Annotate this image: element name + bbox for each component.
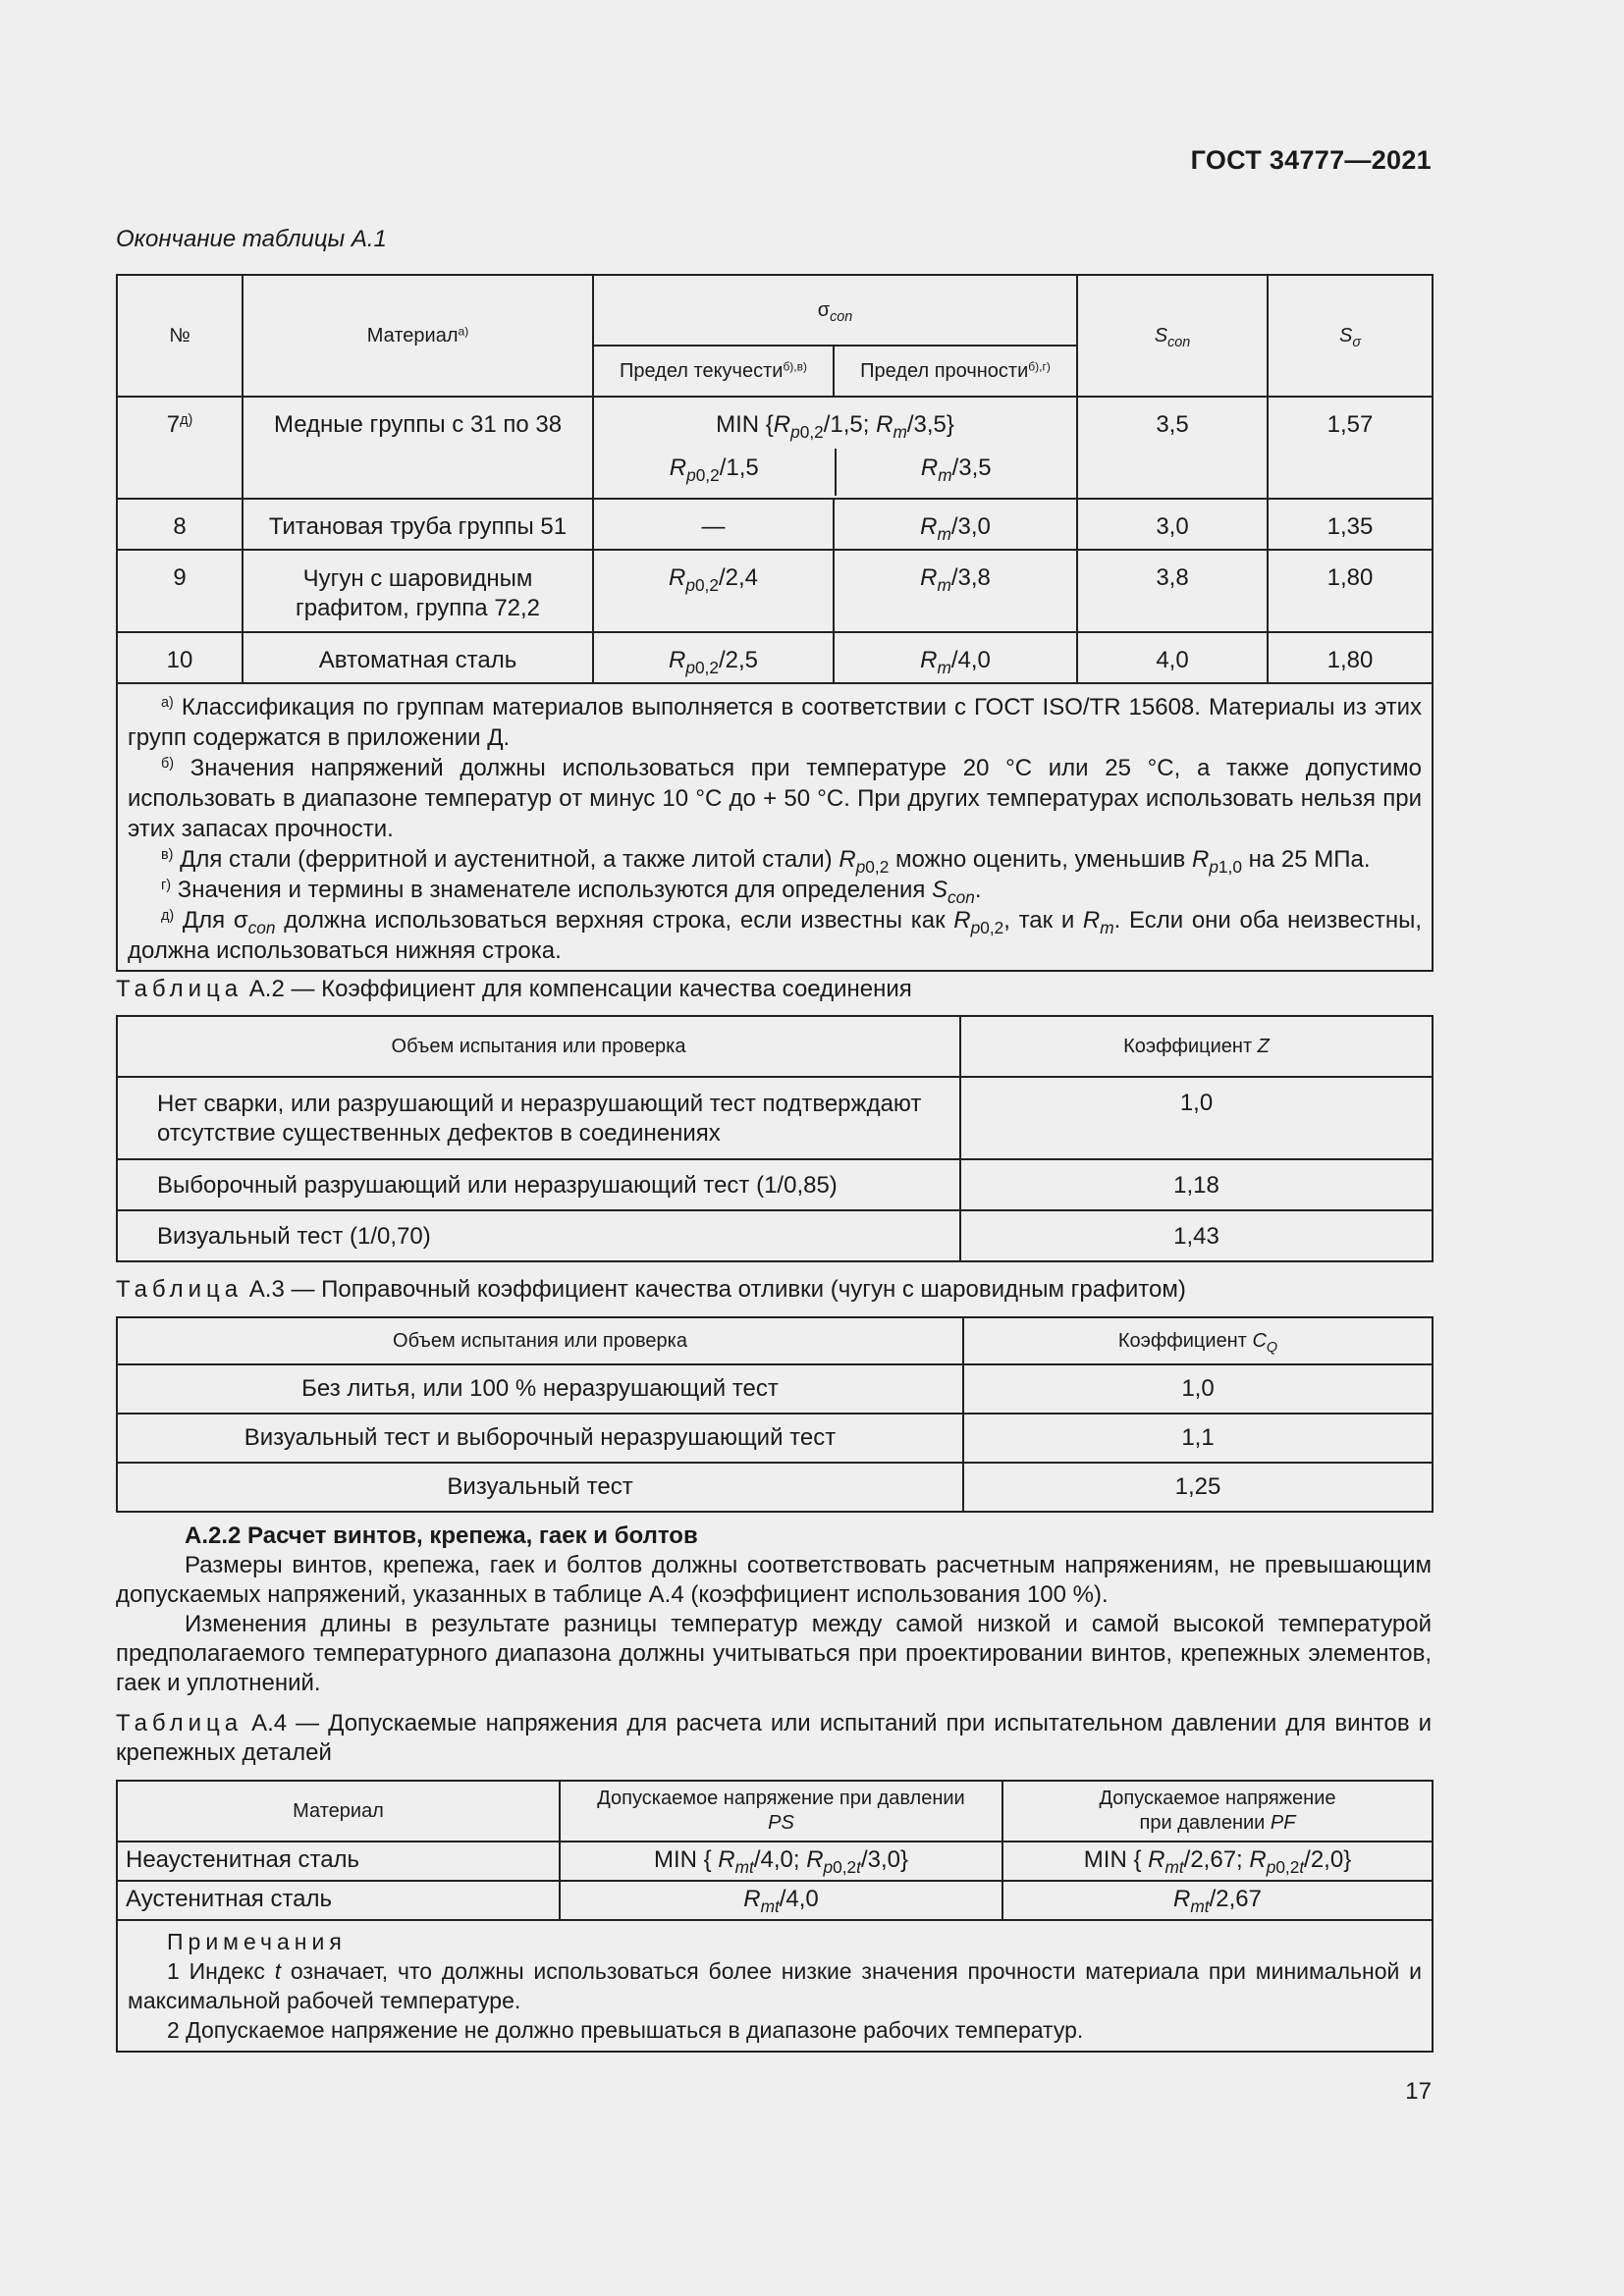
col-scope: Объем испытания или проверка (117, 1317, 963, 1364)
table-row: Неаустенитная сталь MIN { $R_{mt}/4,0$; $R_{p0,2t}/3,0$} MIN { $R_{mt}/2,67$; $R_{p0,2t}/2,0$} (117, 1842, 1433, 1881)
table-row: Нет сварки, или разрушающий и неразрушающий тест подтверждают отсутствие существенных дефектов в соединениях 1,0 (117, 1077, 1433, 1159)
table-row: Визуальный тест (1/0,70) 1,43 (117, 1210, 1433, 1261)
col-sigma-con: $\sigma_{con}$ (593, 275, 1077, 346)
table-a2 (116, 1015, 1434, 1262)
table-row: 10 Автоматная сталь $R_{p0,2}/2,5$ $R_m/4,0$ 4,0 1,80 (117, 632, 1433, 683)
table-row: $7^{д)}$ Медные группы с 31 по 38 MIN {$R_{p0,2}/1,5$; $R_m/3,5$} $R_{p0,2}/1,5$ $R_m/3,5$ 3,5 1,57 (117, 397, 1433, 499)
col-s-con: $S_{con}$ (1077, 275, 1268, 397)
table-a2-caption: Таблица А.2 — Коэффициент для компенсации качества соединения (116, 976, 912, 1002)
stress-formula-cell: MIN {$R_{p0,2}/1,5$; $R_m/3,5$} $R_{p0,2}/1,5$ $R_m/3,5$ (593, 397, 1077, 499)
table-a4-caption: Таблица А.4 — Допускаемые напряжения для расчета или испытаний при испытательном давлении для винтов и крепежных деталей (116, 1710, 1433, 1766)
table-a4-notes: Примечания 1 Индекс t означает, что должны использоваться более низкие значения прочности материала при минимальной и максимальной рабочей температуре. 2 Допускаемое напряжение не должно превышаться в диапазоне рабочих температур. (117, 1920, 1433, 2052)
table-row: Аустенитная сталь $R_{mt}/4,0$ $R_{mt}/2,67$ (117, 1881, 1433, 1920)
col-stress-pf: Допускаемое напряжение при давлении PF (1002, 1781, 1433, 1842)
col-material: Материал$^{а)}$ (243, 275, 593, 397)
table-a3-caption: Таблица А.3 — Поправочный коэффициент качества отливки (чугун с шаровидным графитом) (116, 1276, 1186, 1303)
table-a1-caption: Окончание таблицы А.1 (116, 226, 387, 252)
section-a22 (116, 1522, 1432, 1698)
table-row: Без литья, или 100 % неразрушающий тест 1,0 (117, 1364, 1433, 1414)
table-row: 8 Титановая труба группы 51 — $R_m/3,0$ 3,0 1,35 (117, 499, 1433, 550)
col-strength: Предел прочности$^{б),г)}$ (834, 346, 1077, 397)
col-coefficient: Коэффициент $C_Q$ (963, 1317, 1433, 1364)
table-row: Визуальный тест и выборочный неразрушающий тест 1,1 (117, 1414, 1433, 1463)
table-a3 (116, 1316, 1434, 1513)
table-a4 (116, 1780, 1434, 2053)
col-material: Материал (117, 1781, 560, 1842)
col-coefficient: Коэффициент Z (960, 1016, 1433, 1077)
table-row: 9 Чугун с шаровидным графитом, группа 72,2 $R_{p0,2}/2,4$ $R_m/3,8$ 3,8 1,80 (117, 550, 1433, 632)
paragraph: Размеры винтов, крепежа, гаек и болтов должны соответствовать расчетным напряжениям, не превышающим допускаемых напряжений, указанных в таблице А.4 (коэффициент использования 100 %). (116, 1552, 1432, 1608)
col-yield: Предел текучести$^{б),в)}$ (593, 346, 834, 397)
col-number: № (117, 275, 243, 397)
document-page (116, 0, 1432, 2296)
col-stress-ps: Допускаемое напряжение при давлении PS (560, 1781, 1002, 1842)
section-heading: А.2.2 Расчет винтов, крепежа, гаек и болтов (185, 1522, 698, 1549)
table-row: Визуальный тест 1,25 (117, 1463, 1433, 1512)
page-number: 17 (1405, 2078, 1432, 2105)
table-row: Выборочный разрушающий или неразрушающий тест (1/0,85) 1,18 (117, 1159, 1433, 1210)
table-a1 (116, 274, 1434, 972)
paragraph: Изменения длины в результате разницы температур между самой низкой и самой высокой температурой предполагаемого температурного диапазона должны учитываться при проектировании винтов, крепежных элементов, гаек и уплотнений. (116, 1611, 1432, 1696)
col-scope: Объем испытания или проверка (117, 1016, 960, 1077)
table-a1-footnotes: $^{а)}$ Классификация по группам материалов выполняется в соответствии с ГОСТ ISO/TR 15608. Материалы из этих групп содержатся в приложении Д. $^{б)}$ Значения напряжений должны использоваться при температуре 20 °С или 25 °С, а также допустимо использовать в диапазоне температур от минус 10 °С до + 50 °С. При других температурах использовать нельзя при этих запасах прочности. $^{в)}$ Для стали (ферритной и аустенитной, а также литой стали) $R_{p0,2}$ можно оценить, уменьшив $R_{p1,0}$ на 25 МПа. $^{г)}$ Значения и термины в знаменателе используются для определения $S_{con}$. $^{д)}$ Для $\sigma_{con}$ должна использоваться верхняя строка, если известны как $R_{p0,2}$, так и $R_m$. Если они оба неизвестны, должна использоваться нижняя строка. (117, 683, 1433, 971)
document-id-header: ГОСТ 34777—2021 (1190, 145, 1432, 175)
col-s-sigma: $S_\sigma$ (1268, 275, 1433, 397)
